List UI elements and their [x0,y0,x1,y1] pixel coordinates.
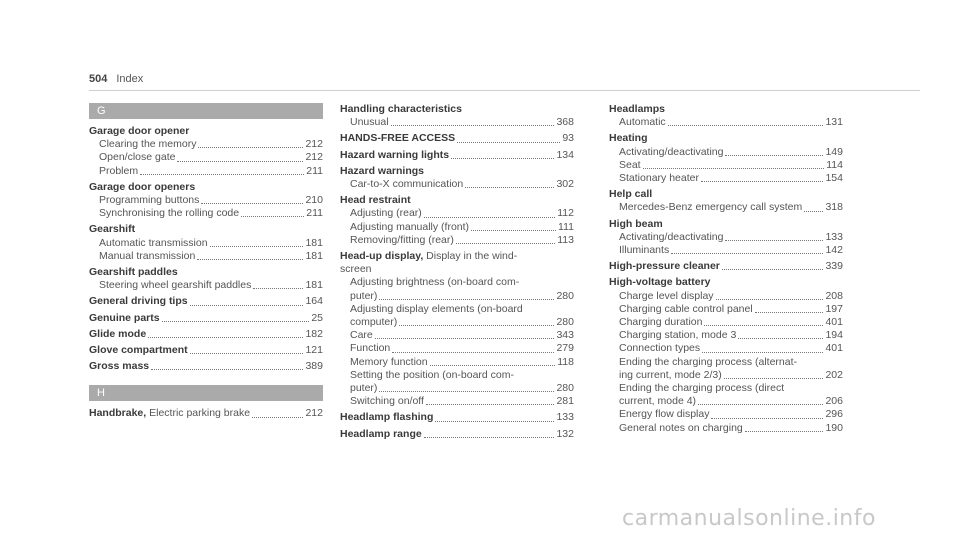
subentry[interactable]: ing current, mode 2/3) 202 [619,368,843,381]
page-ref: 389 [305,360,323,373]
page-ref: 142 [825,244,843,257]
subentry[interactable]: Adjusting (rear) 112 [350,207,574,220]
subentry-line: Adjusting brightness (on-board com- [350,276,520,289]
page-ref: 296 [825,408,843,421]
entry-heading: Handling characteristics [340,103,462,115]
page-ref: 149 [825,145,843,158]
page-ref: 121 [305,344,323,357]
page-ref: 112 [557,207,574,220]
page-ref: 154 [825,172,843,185]
page-ref: 208 [825,289,843,302]
index-column-2 [340,103,574,444]
header-divider [89,90,920,91]
index-entry-headlamp-range[interactable]: Headlamp range 132 [340,427,574,440]
page-header [89,73,143,85]
entry-heading: Headlamps [609,103,666,115]
entry-heading-continued: screen [340,263,372,276]
page-ref: 132 [556,427,574,440]
page-ref: 190 [825,421,843,434]
index-entry-hazard-lights[interactable]: Hazard warning lights 134 [340,148,574,161]
index-entry-headlamp-flashing[interactable]: Headlamp flashing 133 [340,411,574,424]
index-entry [340,250,574,408]
index-entry [89,181,323,221]
subentry[interactable]: Charging station, mode 3 194 [619,329,843,342]
page-ref: 202 [825,368,843,381]
page-ref: 25 [311,311,323,324]
entry-heading: Garage door opener [89,125,190,137]
page-ref: 279 [556,342,574,355]
entry-heading: Garage door openers [89,180,196,193]
index-entry-glove-compartment[interactable]: Glove compartment 121 [89,344,323,357]
page-ref: 118 [557,355,574,368]
subentry[interactable]: Manual transmission 181 [99,249,323,262]
subentry[interactable]: Illuminants 142 [619,244,843,257]
index-entry [609,276,843,434]
subentry-line: Adjusting display elements (on-board [350,302,523,315]
letter-heading-g: G [89,103,323,119]
page-number: 504 [89,73,108,85]
subentry-line: Ending the charging process (direct [619,382,785,395]
page-ref: 133 [556,411,574,424]
subentry[interactable]: Automatic 131 [619,116,843,129]
index-entry-high-pressure-cleaner[interactable]: High-pressure cleaner 339 [609,260,843,273]
subentry[interactable]: Activating/deactivating 149 [619,145,843,158]
subentry[interactable]: Open/close gate 212 [99,151,323,164]
page-ref: 131 [825,116,843,129]
index-entry-handbrake[interactable]: Handbrake, Electric parking brake 212 [89,407,323,420]
subentry[interactable]: Switching on/off 281 [350,395,574,408]
subentry-line: Ending the charging process (alternat- [619,355,798,368]
page-ref: 339 [825,260,843,273]
entry-heading: Hazard warnings [340,164,425,177]
subentry[interactable]: Car-to-X communication 302 [350,178,574,191]
entry-heading: Help call [609,188,653,201]
subentry-line: Setting the position (on-board com- [350,368,515,381]
subentry[interactable]: Programming buttons 210 [99,194,323,207]
subentry[interactable]: Seat 114 [619,158,843,171]
subentry[interactable]: Stationary heater 154 [619,172,843,185]
subentry[interactable]: Synchronising the rolling code 211 [99,207,323,220]
page-ref: 133 [825,230,843,243]
index-entry [89,125,323,178]
page-ref: 212 [305,138,323,151]
subentry[interactable]: Charging cable control panel 197 [619,302,843,315]
page-ref: 281 [556,395,574,408]
entry-heading: Gearshift paddles [89,266,178,279]
index-entry-hands-free[interactable]: HANDS-FREE ACCESS 93 [340,132,574,145]
page-ref: 368 [556,116,574,129]
page-ref: 182 [305,327,323,340]
page-ref: 206 [825,395,843,408]
page-ref: 114 [826,158,843,171]
index-entry [609,132,843,185]
page-ref: 401 [825,342,843,355]
page-ref: 302 [556,178,574,191]
entry-heading: High beam [609,217,663,230]
page-ref: 111 [558,220,574,233]
page-ref: 280 [556,316,574,329]
entry-heading: High-voltage battery [609,276,711,289]
entry-heading: Heating [609,132,648,145]
index-entry-glide-mode[interactable]: Glide mode 182 [89,327,323,340]
page-ref: 280 [556,382,574,395]
letter-heading-h: H [89,385,323,401]
page-ref: 210 [305,194,323,207]
page-ref: 401 [825,316,843,329]
page-ref: 318 [825,201,843,214]
index-entry-gross-mass[interactable]: Gross mass 389 [89,360,323,373]
page-ref: 181 [305,279,323,292]
page-ref: 93 [562,132,574,145]
index-entry [340,165,574,191]
subentry[interactable]: Activating/deactivating 133 [619,230,843,243]
page-ref: 280 [556,289,574,302]
index-entry [609,103,843,129]
index-entry-genuine-parts[interactable]: Genuine parts 25 [89,311,323,324]
index-entry [89,266,323,292]
subentry[interactable]: Connection types 401 [619,342,843,355]
subentry[interactable]: Unusual 368 [350,116,574,129]
subentry[interactable]: Adjusting manually (front) 111 [350,220,574,233]
entry-heading: Head-up display, Display in the wind- [340,250,518,263]
subentry[interactable]: puter) 280 [350,289,574,302]
subentry[interactable]: Function 279 [350,342,574,355]
index-entry [340,103,574,129]
index-entry [609,188,843,214]
entry-heading: Head restraint [340,194,411,207]
subentry[interactable]: Charge level display 208 [619,289,843,302]
page-ref: 113 [557,233,574,246]
subentry[interactable]: current, mode 4) 206 [619,395,843,408]
page-ref: 181 [305,236,323,249]
subentry[interactable]: puter) 280 [350,382,574,395]
page-ref: 343 [556,329,574,342]
page-ref: 212 [305,151,323,164]
page-ref: 194 [825,329,843,342]
entry-heading: Gearshift [89,223,136,236]
page-ref: 181 [305,249,323,262]
index-column-3 [609,103,843,438]
page-ref: 134 [556,148,574,161]
page-ref: 211 [306,207,323,220]
subentry[interactable]: General notes on charging 190 [619,421,843,434]
subentry[interactable]: Charging duration 401 [619,316,843,329]
page-ref: 211 [306,164,323,177]
page-ref: 164 [305,295,323,308]
subentry[interactable]: Automatic transmission 181 [99,236,323,249]
page-ref: 212 [305,407,323,420]
subentry[interactable]: Energy flow display 296 [619,408,843,421]
index-entry [89,223,323,263]
subentry[interactable]: Memory function 118 [350,355,574,368]
section-title: Index [116,73,144,85]
subentry[interactable]: Mercedes-Benz emergency call system 318 [619,201,843,214]
page-ref: 197 [825,302,843,315]
subentry[interactable]: Care 343 [350,329,574,342]
subentry[interactable]: Clearing the memory 212 [99,138,323,151]
watermark: carmanualsonline.info [622,506,876,531]
subentry[interactable]: Removing/fitting (rear) 113 [350,233,574,246]
index-entry [340,194,574,247]
subentry[interactable]: Problem 211 [99,164,323,177]
subentry[interactable]: Steering wheel gearshift paddles 181 [99,279,323,292]
index-entry-general-driving-tips[interactable]: General driving tips 164 [89,295,323,308]
index-entry [609,218,843,258]
subentry[interactable]: computer) 280 [350,316,574,329]
index-column-1 [89,103,323,424]
